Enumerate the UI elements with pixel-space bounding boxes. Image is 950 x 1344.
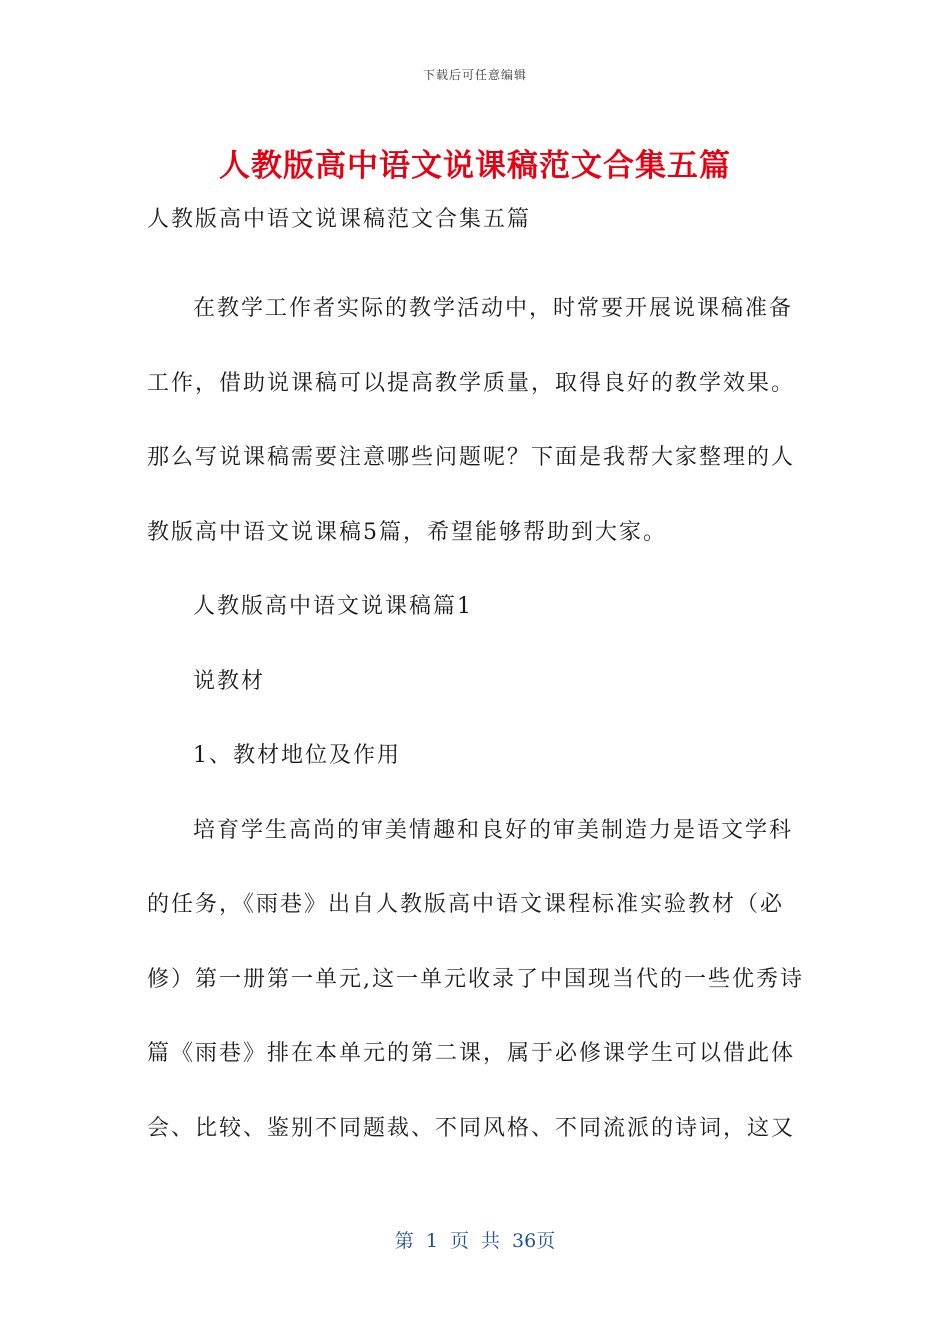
paragraph-2-line-2: 的任务，《雨巷》出自人教版高中语文课程标准实验教材（必	[147, 892, 785, 917]
header-note: 下载后可任意编辑	[422, 68, 527, 82]
paragraph-1-line-4: 教版高中语文说课稿5篇，希望能够帮助到大家。	[147, 519, 667, 545]
paragraph-1-line-2: 工作，借助说课稿可以提高教学质量，取得良好的教学效果。	[147, 370, 796, 396]
paragraph-2-line-3: 修）第一册第一单元,这一单元收录了中国现当代的一些优秀诗	[147, 966, 804, 992]
subheading: 说教材	[193, 668, 266, 694]
document-subtitle: 人教版高中语文说课稿范文合集五篇	[147, 207, 532, 232]
page-number: 第 1 页 共 36页	[394, 1230, 556, 1252]
item-heading: 1、教材地位及作用	[193, 743, 401, 768]
paragraph-2-line-1: 培育学生高尚的审美情趣和良好的审美制造力是语文学科	[193, 817, 794, 843]
paragraph-2-line-5: 会、比较、鉴别不同题裁、不同风格、不同流派的诗词，这又	[147, 1115, 796, 1141]
section-heading: 人教版高中语文说课稿篇1	[193, 594, 473, 619]
paragraph-1-line-3: 那么写说课稿需要注意哪些问题呢？下面是我帮大家整理的人	[147, 445, 796, 470]
paragraph-2-line-4: 篇《雨巷》排在本单元的第二课，属于必修课学生可以借此体	[147, 1041, 796, 1066]
document-body	[147, 198, 807, 1166]
paragraph-1-line-1: 在教学工作者实际的教学活动中，时常要开展说课稿准备	[193, 296, 794, 321]
document-title: 人教版高中语文说课稿范文合集五篇	[219, 148, 731, 184]
